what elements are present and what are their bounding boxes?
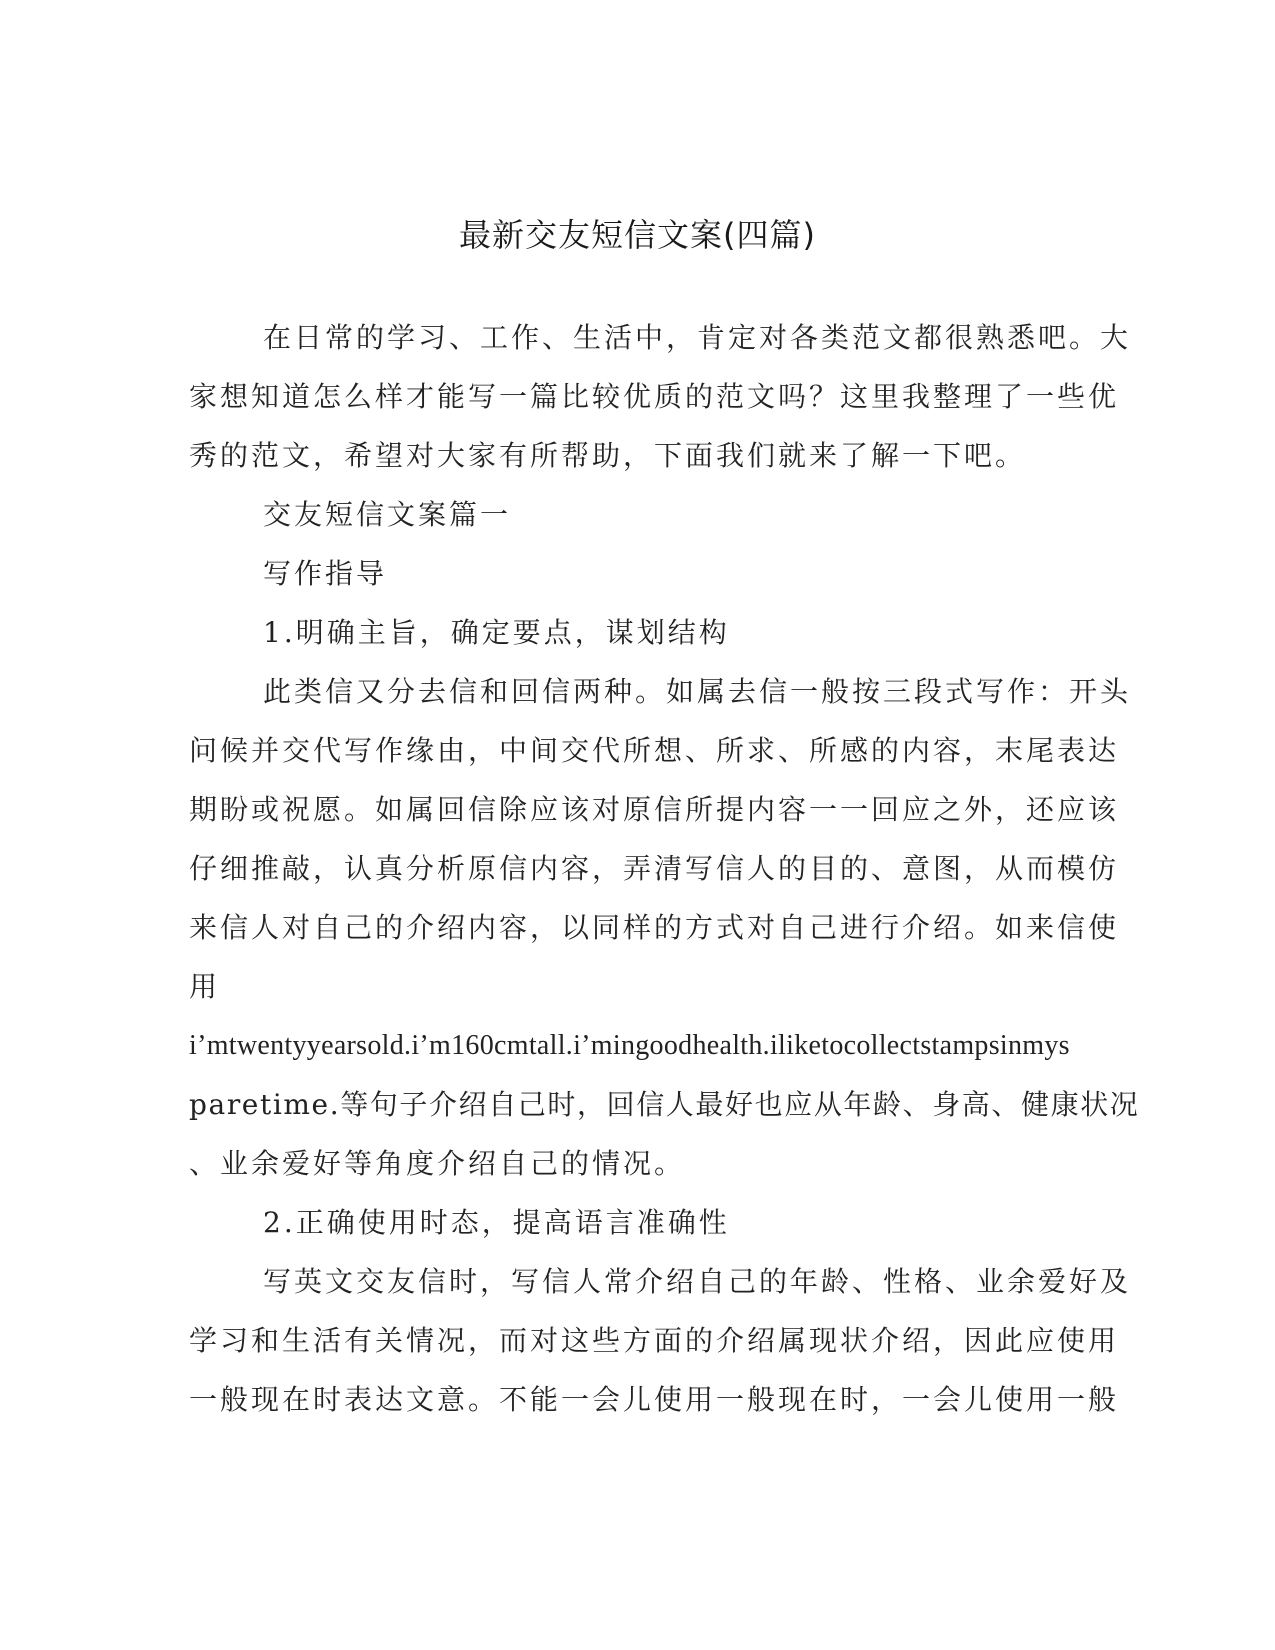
paragraph-line: 仔细推敲，认真分析原信内容，弄清写信人的目的、意图，从而模仿 [189, 852, 1120, 885]
paragraph-line: 学习和生活有关情况，而对这些方面的介绍属现状介绍，因此应使用 [189, 1324, 1120, 1357]
section-heading: 交友短信文案篇一 [263, 498, 512, 531]
paragraph-line: 此类信又分去信和回信两种。如属去信一般按三段式写作：开头 [263, 675, 1132, 708]
paragraph-line: 问候并交代写作缘由，中间交代所想、所求、所感的内容，末尾表达 [189, 734, 1120, 767]
paragraph-line: 来信人对自己的介绍内容，以同样的方式对自己进行介绍。如来信使 [189, 911, 1120, 944]
paragraph-line: paretime.等句子介绍自己时，回信人最好也应从年龄、身高、健康状况 [189, 1088, 1140, 1121]
paragraph-line: 一般现在时表达文意。不能一会儿使用一般现在时，一会儿使用一般 [189, 1383, 1120, 1416]
paragraph-line: 家想知道怎么样才能写一篇比较优质的范文吗？这里我整理了一些优 [189, 380, 1120, 413]
numbered-heading: 1.明确主旨，确定要点，谋划结构 [263, 616, 730, 649]
paragraph-line: i’mtwentyyearsold.i’m160cmtall.i’mingoodhealth.iliketocollectstampsinmys [189, 1030, 1070, 1061]
paragraph-line: 期盼或祝愿。如属回信除应该对原信所提内容一一回应之外，还应该 [189, 793, 1120, 826]
paragraph-line: 在日常的学习、工作、生活中，肯定对各类范文都很熟悉吧。大 [263, 321, 1132, 354]
document-title: 最新交友短信文案(四篇) [459, 216, 816, 254]
paragraph-line: 写英文交友信时，写信人常介绍自己的年龄、性格、业余爱好及 [263, 1265, 1132, 1298]
numbered-heading: 2.正确使用时态，提高语言准确性 [263, 1206, 730, 1239]
paragraph-line: 秀的范文，希望对大家有所帮助，下面我们就来了解一下吧。 [189, 439, 1027, 472]
paragraph-line: 、业余爱好等角度介绍自己的情况。 [189, 1147, 686, 1180]
subheading: 写作指导 [263, 557, 388, 590]
paragraph-line: 用 [189, 970, 221, 1003]
